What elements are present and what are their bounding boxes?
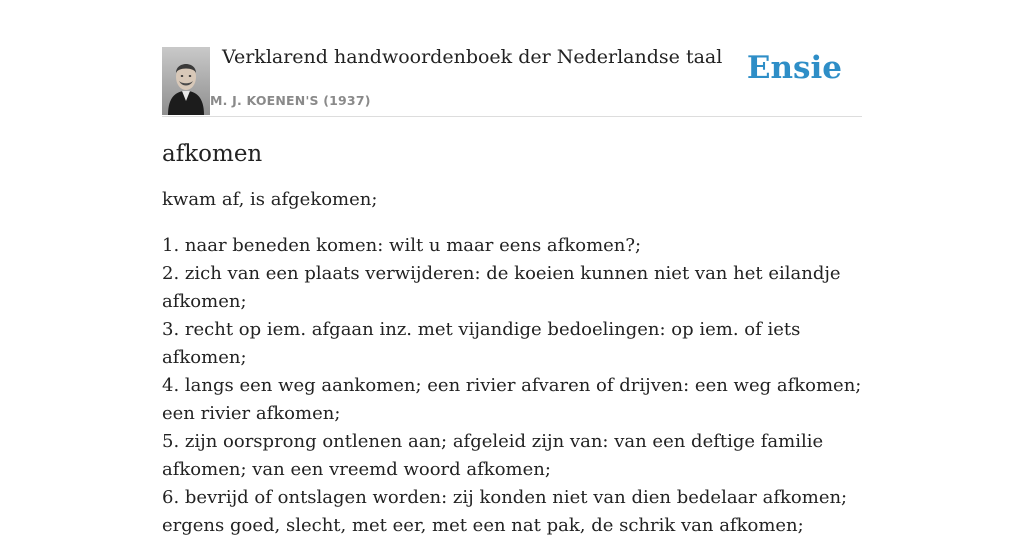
site-header <box>162 0 862 117</box>
entry-forms: kwam af, is afgekomen; <box>162 189 378 210</box>
definition-item: 5. zijn oorsprong ontlenen aan; afgeleid zijn van: van een deftige familie afkomen; van een vreemd woord afkomen; <box>162 431 824 480</box>
author-portrait-icon <box>162 47 210 115</box>
definition-item: 6. bevrijd of ontslagen worden: zij konden niet van dien bedelaar afkomen; ergens goed, slecht, met eer, met een nat pak, de schrik van afkomen; <box>162 487 848 536</box>
definition-list <box>162 232 862 540</box>
entry-content <box>162 138 862 540</box>
book-author: M. J. KOENEN'S (1937) <box>210 93 371 108</box>
definition-item: 2. zich van een plaats verwijderen: de koeien kunnen niet van het eilandje afkomen; <box>162 263 841 312</box>
definition-item: 1. naar beneden komen: wilt u maar eens afkomen?; <box>162 235 642 256</box>
book-title: Verklarend handwoordenboek der Nederlandse taal <box>222 46 723 68</box>
definition-item: 4. langs een weg aankomen; een rivier afvaren of drijven: een weg afkomen; een rivier afkomen; <box>162 375 862 424</box>
definition-item: 3. recht op iem. afgaan inz. met vijandige bedoelingen: op iem. of iets afkomen; <box>162 319 801 368</box>
entry-headword: afkomen <box>162 141 263 167</box>
brand-logo-link[interactable]: Ensie <box>746 50 842 86</box>
